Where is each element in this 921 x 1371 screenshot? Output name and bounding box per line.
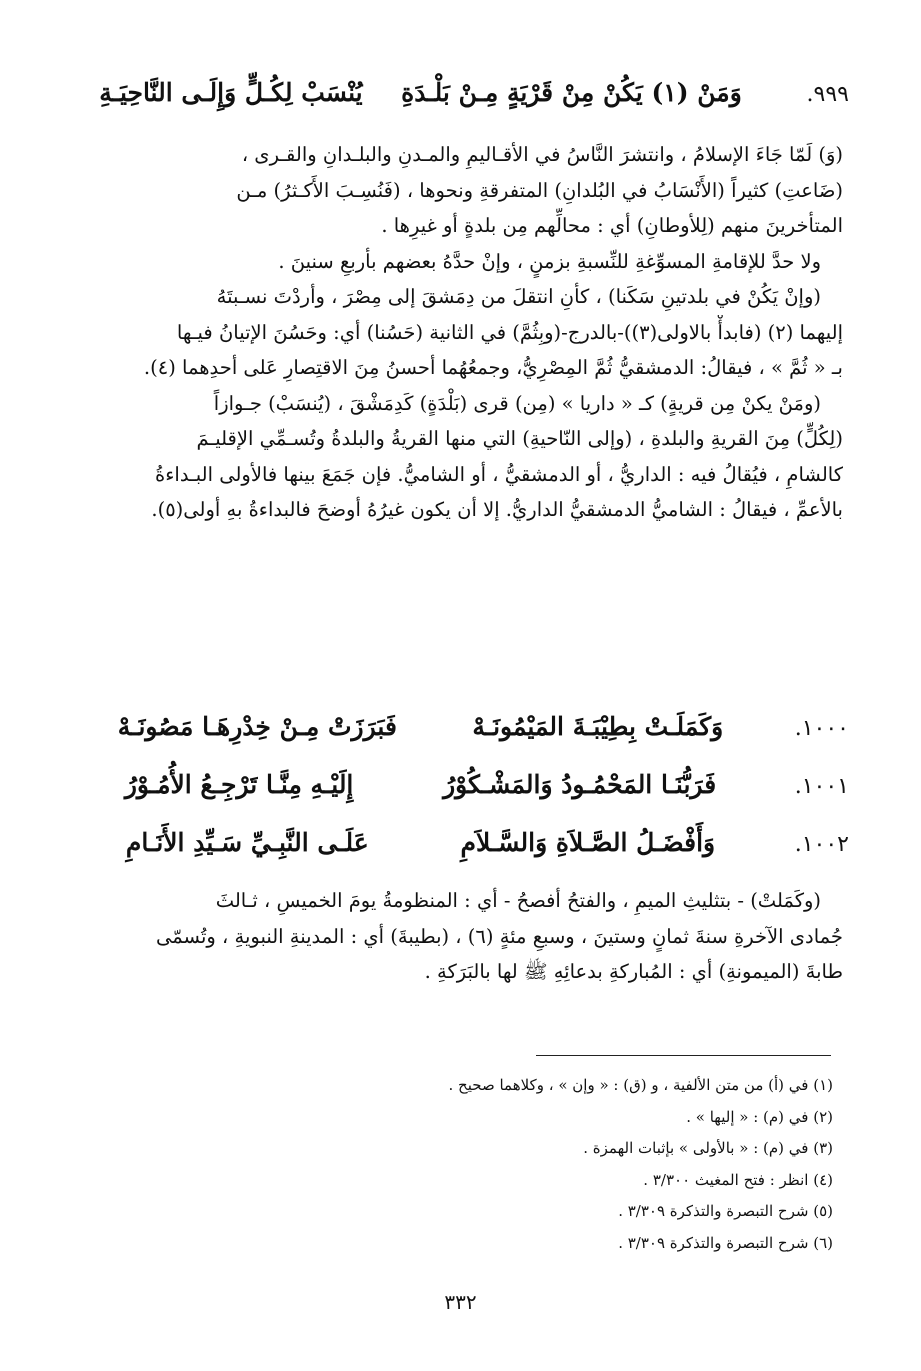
text-line: بالأعمِّ ، فيقالُ : الشاميُّ الدمشقيُّ الداريُّ. إلا أن يكون غيرُهُ أوضحَ فالبداءةُ بهِ أولى(٥). [151, 498, 843, 521]
footnote-separator [536, 1055, 831, 1056]
verse-second-hemistich: عَلَـى النَّبِـيِّ سَـيِّدِ الأَنَـامِ [125, 828, 369, 857]
text-line: (وكَمَلتْ) - بتثليثِ الميمِ ، والفتحُ أفصحُ - أي : المنظومةُ يومَ الخميسِ ، ثـالثَ [215, 889, 821, 912]
text-line: (ضَاعتِ) كثيراً (الأَنْسَابُ في البُلدانِ) المتفرقةِ ونحوها ، (فَنُسِـبَ الأَكـثرُ) مـن [236, 178, 843, 202]
footnote: (٢) في (م) : « إليها » . [686, 1107, 833, 1126]
footnote: (٤) انظر : فتح المغيث ٣/٣٠٠ . [643, 1170, 833, 1189]
verse-first-hemistich: فَرَبُّنَـا المَحْمُـودُ وَالمَشْـكُوْرُ [443, 770, 717, 799]
verse-number: ١٠٠١. [794, 774, 849, 799]
verse-line [80, 712, 849, 741]
verse-first-hemistich: وَمَنْ (١) يَكُنْ مِنْ قَرْيَةٍ مِـنْ بَلْـدَةِ [401, 78, 742, 107]
footnote: (٥) شرح التبصرة والتذكرة ٣/٣٠٩ . [618, 1202, 833, 1220]
text-line: إليهما (٢) (فابدأْ بالاولى(٣))-بالدرج-(وبِثُمَّ) في الثانية (حَسُنا) أي: وحَسُنَ الإتيانُ فيـها [176, 320, 843, 344]
verse-line [80, 78, 849, 107]
verse-first-hemistich: وَكَمَلَـتْ بِطِيْبَـةَ المَيْمُونَـهْ [472, 712, 724, 741]
footnote: (١) في (أ) من متن الألفية ، و (ق) : « وإن » ، وكلاهما صحيح . [448, 1076, 833, 1094]
text-line: ولا حدَّ للإقامةِ المسوِّغةِ للنِّسبةِ بزمنٍ ، وإنْ حدَّهُ بعضهم بأربعِ سنينَ . [278, 249, 821, 273]
text-line: (وَ) لَمّا جَاءَ الإسلامُ ، وانتشرَ النَّاسُ في الأقـاليمِ والمـدنِ والبلـدانِ والقـرى ، [241, 143, 843, 166]
text-line: جُمادى الآخرةِ سنةَ ثمانٍ وستينَ ، وسبعِ مئةٍ (٦) ، (بطيبةَ) أي : المدينةِ النبويةِ ، وتُسمّى [156, 924, 843, 948]
commentary-paragraph [73, 137, 843, 528]
verse-line [80, 770, 849, 799]
footnote: (٦) شرح التبصرة والتذكرة ٣/٣٠٩ . [618, 1233, 833, 1252]
text-line: المتأخرينَ منهم (لِلأوطانِ) أي : محالِّهم مِن بلدةٍ أو غيرِها . [381, 214, 843, 237]
commentary-paragraph [73, 883, 843, 990]
text-line: كالشامِ ، فيُقالُ فيه : الداريُّ ، أو الدمشقيُّ ، أو الشاميُّ. فإن جَمَعَ بينها فالأولى البـداءةُ [155, 462, 843, 486]
text-line: طابةَ (الميمونةِ) أي : المُباركةِ بدعائِهِ ﷺ لها بالبَرَكةِ . [424, 960, 843, 983]
footnotes [313, 1070, 833, 1259]
verse-line [80, 828, 849, 857]
text-line: (لِكُلٍّ) مِنَ القريةِ والبلدةِ ، (وإلى النّاحيةِ) التي منها القريةُ والبلدةُ وتُسـمِّي الإقليـمَ [196, 427, 843, 450]
page-number: ٣٣٢ [444, 1290, 477, 1314]
verse-number: ٩٩٩. [806, 82, 849, 107]
verse-second-hemistich: فَبَرَزَتْ مِـنْ خِدْرِهَـا مَصُونَـهْ [117, 712, 397, 741]
verse-second-hemistich: إِلَيْـهِ مِنَّـا تَرْجِـعُ الأُمُـوْرُ [124, 770, 354, 799]
verse-number: ١٠٠٠. [794, 716, 849, 741]
verse-number: ١٠٠٢. [794, 832, 849, 857]
text-line: بـ « ثُمَّ » ، فيقالُ: الدمشقيُّ ثُمَّ المِصْرِيُّ، وجمعُهُما أحسنُ مِنَ الاقتِصارِ عَلى أحدِهما (٤). [143, 356, 843, 379]
verse-first-hemistich: وَأَفْضَـلُ الصَّـلاَةِ وَالسَّـلاَمِ [460, 828, 716, 857]
text-line: (ومَنْ يكنْ مِن قريةٍ) كـ « داريا » (مِن) قرى (بَلْدَةٍ) كَدِمَشْقَ ، (يُنسَبْ) جـوازاً [213, 391, 821, 415]
footnote: (٣) في (م) : « بالأولى » بإثبات الهمزة . [583, 1139, 833, 1157]
verse-second-hemistich: يُنْسَبْ لِكُـلٍّ وَإِلَـى النَّاحِيَـةِ [99, 78, 363, 107]
text-line: (وإنْ يَكُنْ في بلدتينِ سَكَنا) ، كأنِ انتقلَ من دِمَشقَ إلى مِصْرَ ، وأردْتَ نسـبتَهُ [216, 285, 821, 308]
